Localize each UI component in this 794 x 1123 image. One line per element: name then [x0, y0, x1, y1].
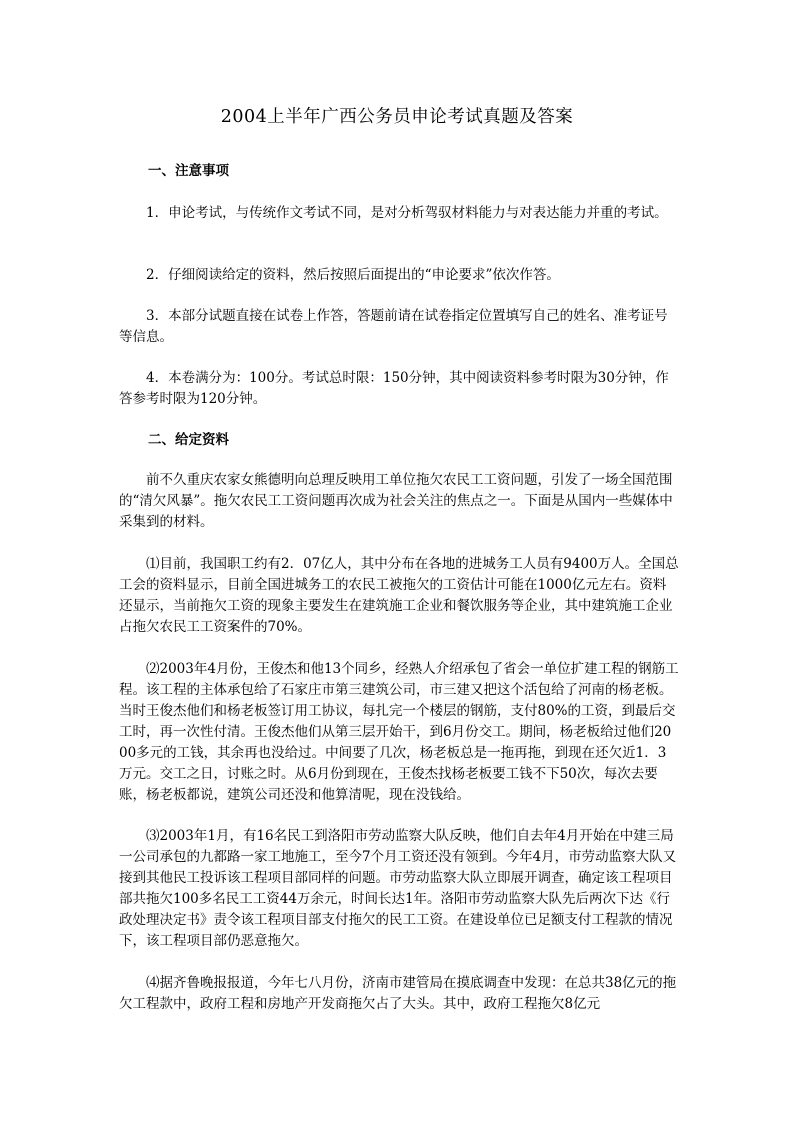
section-heading-notes: 一、注意事项	[148, 163, 229, 179]
notes-item-1: 1．申论考试，与传统作文考试不同，是对分析驾驭材料能力与对表达能力并重的考试。	[146, 205, 668, 221]
notes-item-3: 3．本部分试题直接在试卷上作答，答题前请在试卷指定位置填写自己的姓名、准考证号等信息。	[119, 308, 668, 345]
notes-item-4: 4．本卷满分为：100分。考试总时限：150分钟，其中阅读资料参考时限为30分钟，作答参考时限为120分钟。	[119, 370, 669, 407]
material-paragraph-3: ⑶2003年1月，有16名民工到洛阳市劳动监察大队反映，他们自去年4月开始在中建三局一公司承包的九都路一家工地施工，至今7个月工资还没有领到。今年4月，市劳动监察大队又接到其他民工投诉该工程项目部同样的问题。市劳动监察大队立即展开调查，确定该工程项目部共拖欠100多名民工工资44万余元，时间长达1年。洛阳市劳动监察大队先后两次下达《行政处理决定书》责令该工程项目部支付拖欠的民工工资。在建设单位已足额支付工程款的情况下，该工程项目部仍恶意拖欠。	[119, 828, 677, 949]
material-paragraph-2: ⑵2003年4月份，王俊杰和他13个同乡，经熟人介绍承包了省会一单位扩建工程的钢筋工程。该工程的主体承包给了石家庄市第三建筑公司，市三建又把这个活包给了河南的杨老板。当时王俊杰他们和杨老板签订用工协议，每扎完一个楼层的钢筋，支付80%的工资，到最后交工时，再一次性付清。王俊杰他们从第三层开始干，到6月份交工。期间，杨老板给过他们2000多元的工钱，其余再也没给过。中间要了几次，杨老板总是一拖再拖，到现在还欠近1．3万元。交工之日，讨账之时。从6月份到现在，王俊杰找杨老板要工钱不下50次，每次去要账，杨老板都说，建筑公司还没和他算清呢，现在没钱给。	[119, 661, 679, 803]
material-paragraph-1: ⑴目前，我国职工约有2．07亿人，其中分布在各地的进城务工人员有9400万人。全国总工会的资料显示，目前全国进城务工的农民工被拖欠的工资估计可能在1000亿元左右。资料还显示，当前拖欠工资的现象主要发生在建筑施工企业和餐饮服务等企业，其中建筑施工企业占拖欠农民工工资案件的70%。	[119, 556, 679, 635]
material-paragraph-4: ⑷据齐鲁晚报报道，今年七八月份，济南市建管局在摸底调查中发现：在总共38亿元的拖欠工程款中，政府工程和房地产开发商拖欠占了大头。其中，政府工程拖欠8亿元	[119, 975, 677, 1012]
section-heading-materials: 二、给定资料	[148, 432, 229, 448]
materials-intro: 前不久重庆农家女熊德明向总理反映用工单位拖欠农民工工资问题，引发了一场全国范围的“清欠风暴”。拖欠农民工工资问题再次成为社会关注的焦点之一。下面是从国内一些媒体中采集到的材料。	[119, 472, 673, 530]
document-title: 2004上半年广西公务员申论考试真题及答案	[220, 107, 574, 127]
notes-item-2: 2．仔细阅读给定的资料，然后按照后面提出的“申论要求”依次作答。	[146, 267, 560, 283]
